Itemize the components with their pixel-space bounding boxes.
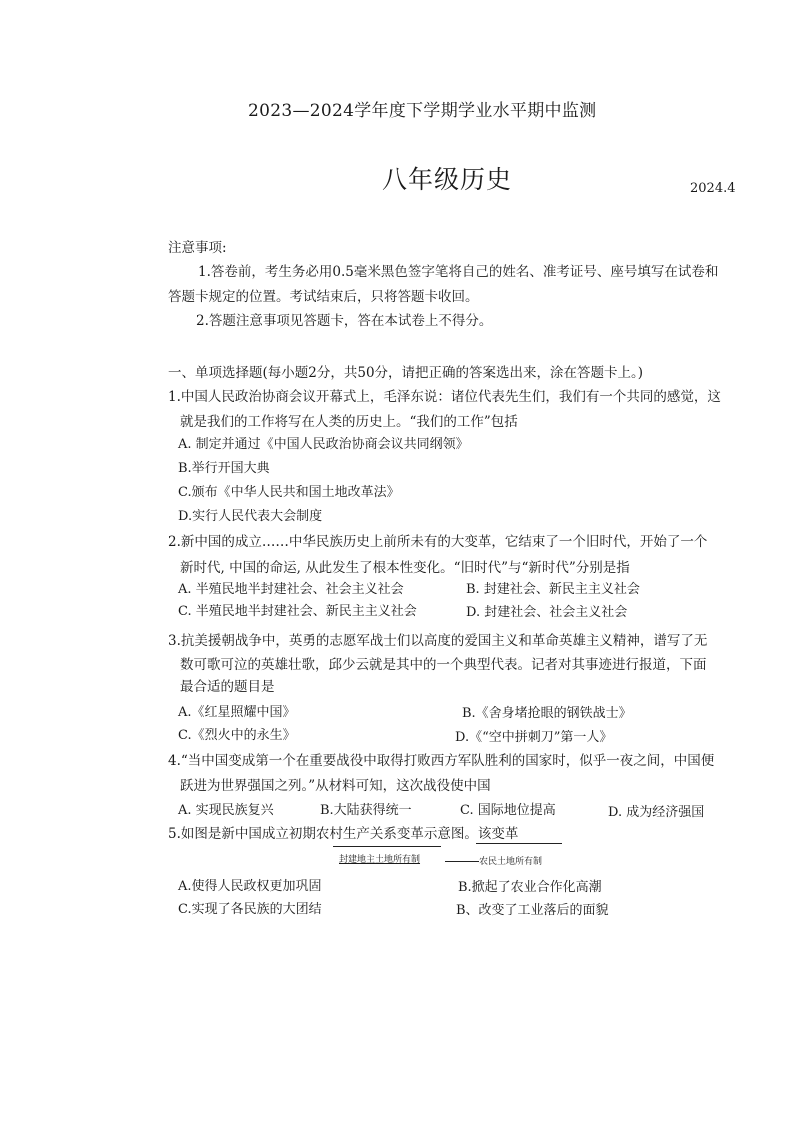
q4-option-c: C. 国际地位提高 — [460, 803, 556, 818]
q5-option-c: C.实现了各民族的大团结 — [178, 902, 322, 917]
q5-option-d: B、改变了工业落后的面貌 — [456, 903, 609, 918]
q3-option-a: A.《红星照耀中国》 — [178, 705, 296, 720]
notice-item-1-line-2: 答题卡规定的位置。考试结束后，只将答题卡收回。 — [168, 289, 479, 305]
diagram-label-feudal: 封建地主土地所有制 — [339, 855, 421, 865]
q2-stem-line-1: 2.新中国的成立……中华民族历史上前所未有的大变革，它结束了一个旧时代，开始了一个 — [168, 534, 708, 550]
q2-option-d: D. 封建社会、社会主义社会 — [466, 605, 628, 620]
q2-option-a: A. 半殖民地半封建社会、社会主义社会 — [178, 582, 404, 597]
q1-stem-line-1: 1.中国人民政治协商会议开幕式上，毛泽东说：诸位代表先生们，我们有一个共同的感觉，这 — [168, 389, 721, 405]
notice-item-1-line-1: 1.答卷前，考生务必用0.5毫米黑色签字笔将自己的姓名、准考证号、座号填写在试卷和 — [198, 264, 719, 280]
subject-title: 八年级历史 — [382, 165, 513, 194]
exam-date: 2024.4 — [690, 181, 736, 196]
q3-stem-line-3: 最合适的题目是 — [180, 679, 275, 695]
q1-option-b: B.举行开国大典 — [178, 461, 270, 476]
exam-title: 2023—2024学年度下学期学业水平期中监测 — [248, 101, 597, 121]
q4-option-b: B.大陆获得统一 — [320, 803, 412, 818]
q1-stem-line-2: 就是我们的工作将写在人类的历史上。“我们的工作”包括 — [180, 414, 518, 430]
q4-stem-line-2: 跃进为世界强国之列。”从材料可知，这次战役使中国 — [180, 778, 491, 794]
q4-option-d: D. 成为经济强国 — [608, 805, 705, 820]
diagram-arrow-line — [445, 861, 479, 862]
q2-stem-line-2: 新时代, 中国的命运, 从此发生了根本性变化。“旧时代”与“新时代”分别是指 — [180, 560, 630, 576]
q1-option-a: A. 制定并通过《中国人民政治协商会议共同纲领》 — [178, 437, 469, 452]
q3-stem-line-1: 3.抗美援朝战争中，英勇的志愿军战士们以高度的爱国主义和革命英雄主义精神，谱写了无 — [168, 633, 708, 649]
q5-stem: 5.如图是新中国成立初期农村生产关系变革示意图。该变革 — [168, 826, 519, 842]
notice-item-2: 2.答题注意事项见答题卡，答在本试卷上不得分。 — [196, 313, 493, 329]
q4-option-a: A. 实现民族复兴 — [178, 803, 274, 818]
notice-heading: 注意事项: — [168, 240, 227, 256]
q2-option-b: B. 封建社会、新民主主义社会 — [466, 582, 640, 597]
diagram-top-rule-left — [333, 846, 441, 847]
q3-option-d: D.《“空中拼刺刀”第一人》 — [455, 730, 613, 745]
q2-option-c: C. 半殖民地半封建社会、新民主主义社会 — [178, 604, 417, 619]
q5-option-a: A.使得人民政权更加巩固 — [178, 879, 322, 894]
q4-stem-line-1: 4.“当中国变成第一个在重要战役中取得打败西方军队胜利的国家时，似乎一夜之间，中国便 — [168, 753, 715, 769]
q3-stem-line-2: 数可歌可泣的英雄壮歌，邱少云就是其中的一个典型代表。记者对其事迹进行报道，下面 — [180, 657, 707, 673]
q3-option-b: B.《舍身堵抢眼的钢铁战士》 — [462, 706, 632, 721]
diagram-top-rule-right — [476, 843, 562, 844]
q1-option-d: D.实行人民代表大会制度 — [178, 509, 323, 524]
q1-option-c: C.颁布《中华人民共和国土地改革法》 — [178, 485, 400, 500]
q3-option-c: C.《烈火中的永生》 — [178, 728, 296, 743]
diagram-label-peasant: 农民土地所有制 — [479, 857, 543, 867]
q5-option-b: B.掀起了农业合作化高潮 — [458, 880, 602, 895]
section-1-heading: 一、单项选择题(每小题2分，共50分，请把正确的答案选出来，涂在答题卡上。) — [168, 365, 644, 381]
